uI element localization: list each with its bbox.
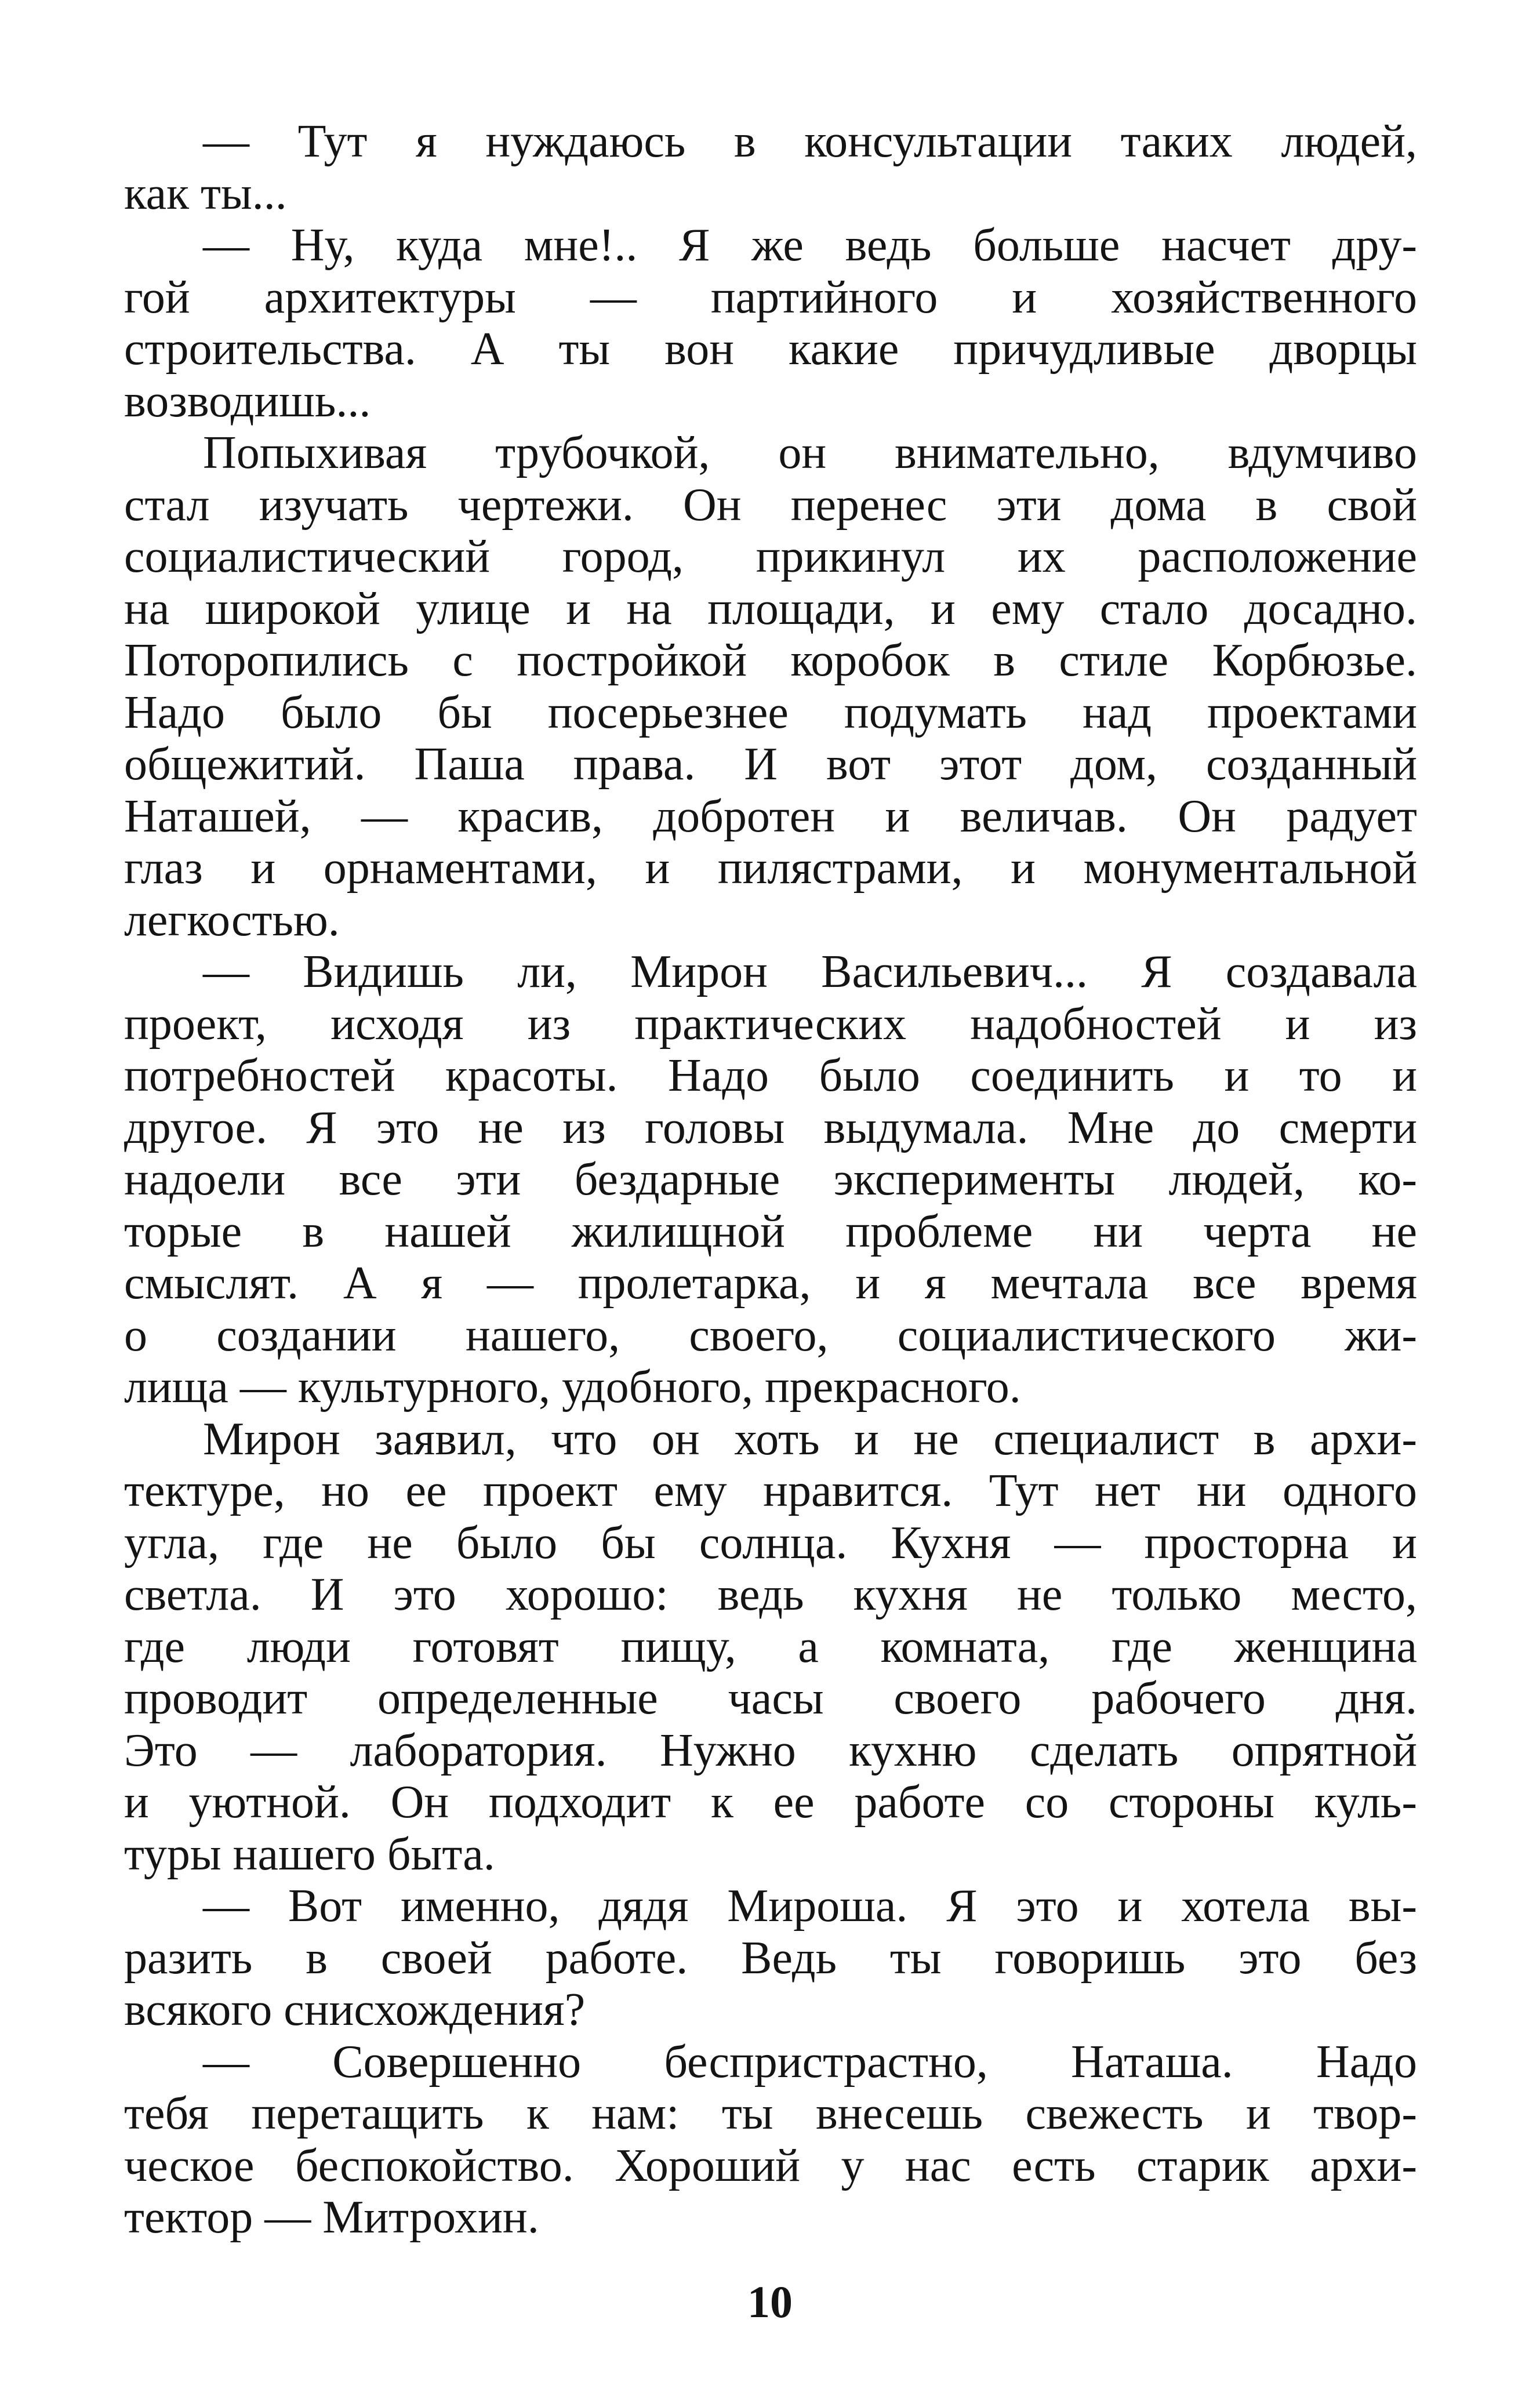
text-line: тектор — Митрохин. xyxy=(124,2192,539,2243)
paragraph xyxy=(124,1880,1417,2036)
paragraph xyxy=(124,1414,1417,1881)
body-text xyxy=(124,116,1417,2244)
text-line: — Вот именно, дядя Мироша. Я это и хотела вы- xyxy=(203,1880,1417,1932)
text-line: где люди готовят пищу, а комната, где женщина xyxy=(124,1621,1417,1672)
paragraph xyxy=(124,427,1417,946)
text-line: возводишь... xyxy=(124,375,371,427)
page-number: 10 xyxy=(747,2277,793,2327)
text-line: проводит определенные часы своего рабочего дня. xyxy=(124,1673,1417,1724)
paragraph xyxy=(124,116,1417,220)
paragraph xyxy=(124,220,1417,427)
paragraph xyxy=(124,946,1417,1414)
text-line: угла, где не было бы солнца. Кухня — просторна и xyxy=(124,1517,1417,1569)
text-line: тебя перетащить к нам: ты внесешь свежесть и твор- xyxy=(124,2088,1417,2139)
text-line: светла. И это хорошо: ведь кухня не только место, xyxy=(124,1569,1417,1620)
text-line: всякого снисхождения? xyxy=(124,1984,586,2035)
text-line: — Видишь ли, Мирон Васильевич... Я создавала xyxy=(203,946,1417,997)
text-line: и уютной. Он подходит к ее работе со стороны куль- xyxy=(124,1777,1417,1828)
text-line: — Совершенно беспристрастно, Наташа. Надо xyxy=(203,2036,1417,2087)
text-line: Надо было бы посерьезнее подумать над проектами xyxy=(124,687,1417,738)
text-line: о создании нашего, своего, социалистического жи- xyxy=(124,1309,1417,1361)
text-line: стал изучать чертежи. Он перенес эти дома в свой xyxy=(124,479,1417,531)
text-line: лища — культурного, удобного, прекрасного. xyxy=(124,1362,1021,1413)
text-line: на широкой улице и на площади, и ему стало досадно. xyxy=(124,583,1417,634)
text-line: потребностей красоты. Надо было соединить и то и xyxy=(124,1050,1417,1101)
text-line: гой архитектуры — партийного и хозяйственного xyxy=(124,271,1417,323)
text-line: глаз и орнаментами, и пилястрами, и монументальной xyxy=(124,843,1417,894)
text-line: легкостью. xyxy=(124,894,340,946)
text-line: другое. Я это не из головы выдумала. Мне до смерти xyxy=(124,1102,1417,1153)
text-line: надоели все эти бездарные эксперименты людей, ко- xyxy=(124,1154,1417,1205)
text-line: туры нашего быта. xyxy=(124,1828,495,1880)
text-line: тектуре, но ее проект ему нравится. Тут нет ни одного xyxy=(124,1465,1417,1516)
text-line: проект, исходя из практических надобностей и из xyxy=(124,998,1417,1050)
text-line: — Ну, куда мне!.. Я же ведь больше насчет дру- xyxy=(203,220,1417,271)
text-line: торые в нашей жилищной проблеме ни черта не xyxy=(124,1206,1417,1257)
text-line: строительства. А ты вон какие причудливые дворцы xyxy=(124,324,1417,375)
text-line: общежитий. Паша права. И вот этот дом, созданный xyxy=(124,739,1417,790)
text-line: Наташей, — красив, добротен и величав. Он радует xyxy=(124,790,1417,842)
text-line: — Тут я нуждаюсь в консультации таких людей, xyxy=(203,116,1417,167)
text-line: как ты... xyxy=(124,168,287,219)
text-line: Это — лаборатория. Нужно кухню сделать опрятной xyxy=(124,1725,1417,1776)
text-line: Поторопились с постройкой коробок в стиле Корбюзье. xyxy=(124,635,1417,686)
text-line: социалистический город, прикинул их расположение xyxy=(124,531,1417,582)
text-line: ческое беспокойство. Хороший у нас есть старик архи- xyxy=(124,2140,1417,2191)
text-line: смыслят. А я — пролетарка, и я мечтала все время xyxy=(124,1258,1417,1309)
paragraph xyxy=(124,2036,1417,2244)
text-line: Мирон заявил, что он хоть и не специалист в архи- xyxy=(203,1413,1417,1465)
text-line: Попыхивая трубочкой, он внимательно, вдумчиво xyxy=(203,427,1417,478)
text-line: разить в своей работе. Ведь ты говоришь это без xyxy=(124,1932,1417,1984)
